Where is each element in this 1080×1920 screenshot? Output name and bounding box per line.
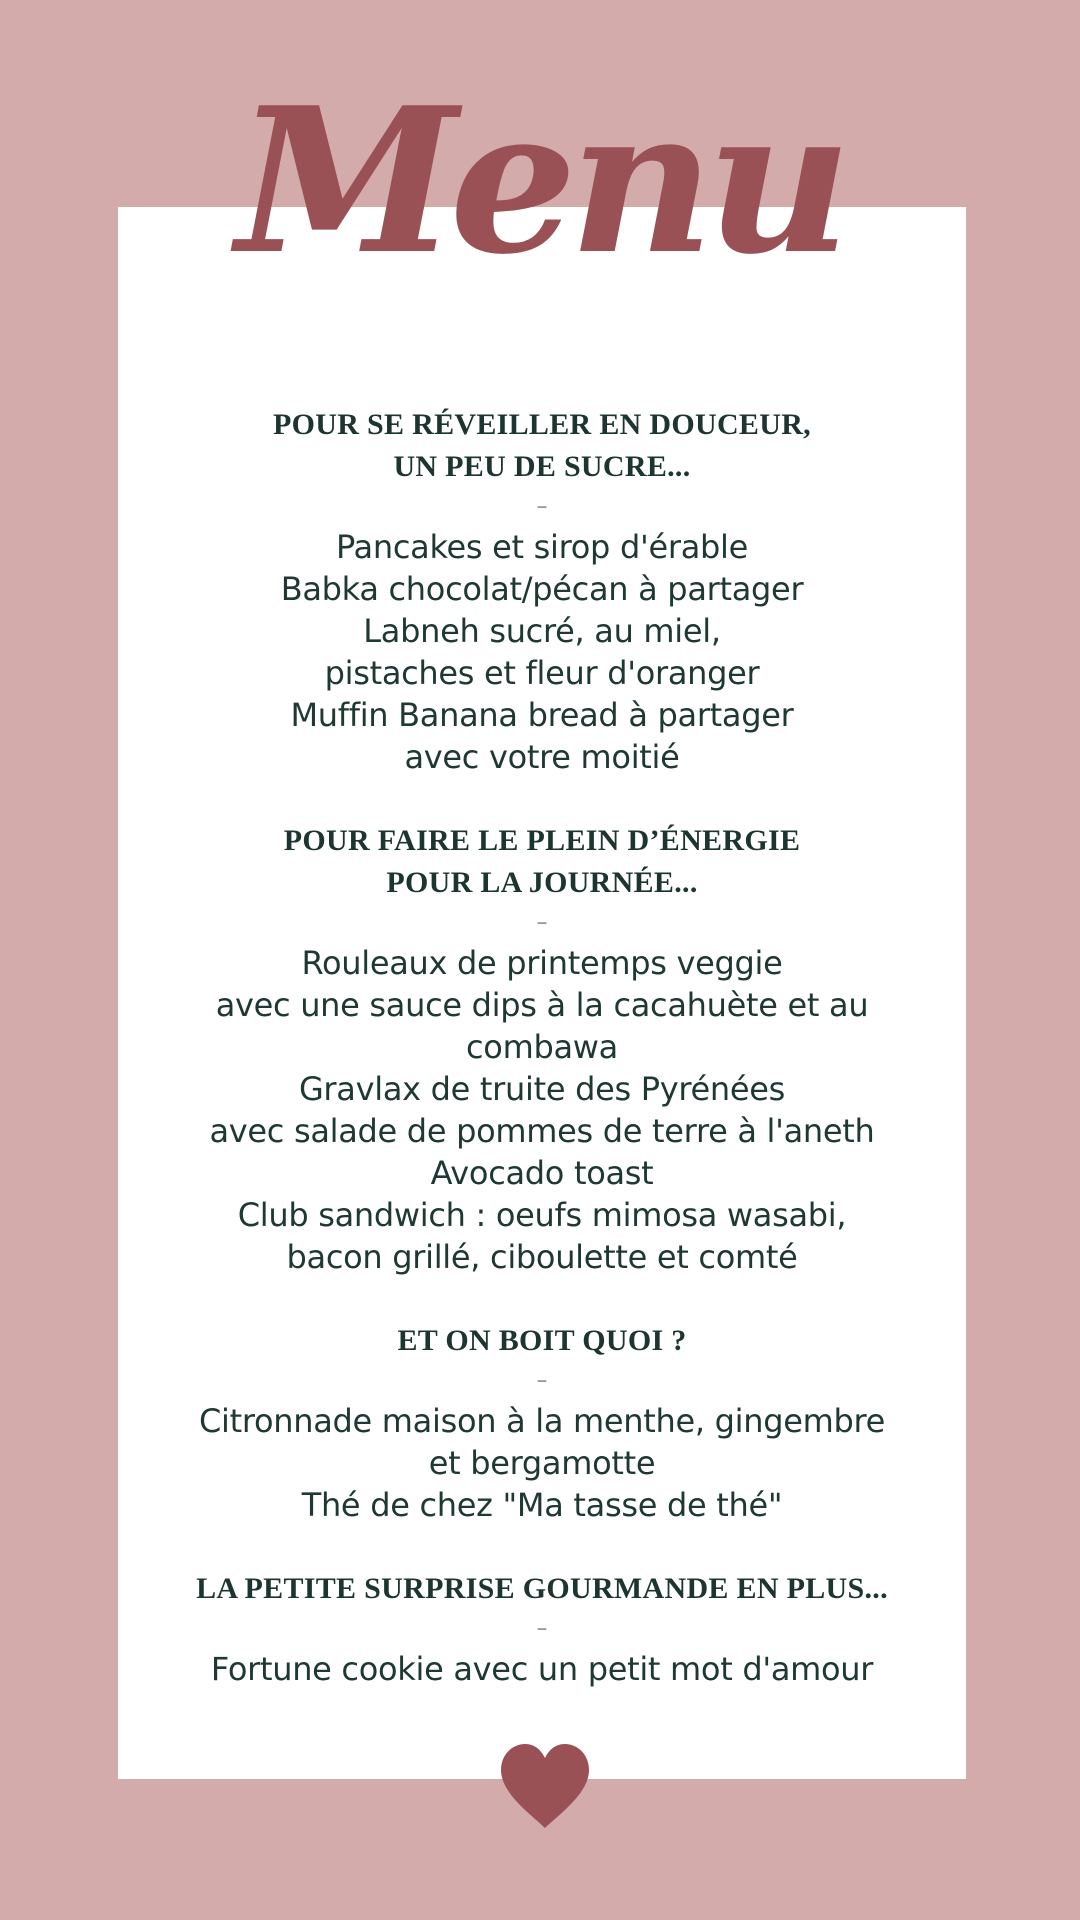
menu-item: Babka chocolat/pécan à partager — [280, 570, 804, 608]
section-surprise — [118, 1568, 966, 1690]
menu-item: Rouleaux de printemps veggie — [301, 944, 783, 982]
menu-item: Labneh sucré, au miel, — [363, 612, 721, 650]
menu-item: Avocado toast — [430, 1154, 654, 1192]
menu-item: Gravlax de truite des Pyrénées — [298, 1070, 786, 1108]
heading-line: POUR LA JOURNÉE... — [386, 866, 698, 899]
menu-item: Citronnade maison à la menthe, gingembre — [198, 1402, 886, 1440]
menu-title: Menu — [236, 64, 844, 299]
heading-line: POUR SE RÉVEILLER EN DOUCEUR, — [273, 408, 811, 441]
section-heading — [118, 1568, 966, 1610]
section-heading — [118, 1320, 966, 1362]
menu-item: Pancakes et sirop d'érable — [335, 528, 748, 566]
heart-icon — [497, 1742, 593, 1830]
menu-item: combawa — [466, 1028, 618, 1066]
heading-line: LA PETITE SURPRISE GOURMANDE EN PLUS... — [196, 1572, 888, 1605]
heading-line: ET ON BOIT QUOI ? — [397, 1324, 687, 1357]
section-heading — [118, 404, 966, 488]
heading-line: UN PEU DE SUCRE... — [393, 450, 691, 483]
section-energy — [118, 820, 966, 1278]
section-divider: – — [536, 1616, 548, 1641]
menu-item: et bergamotte — [428, 1444, 656, 1482]
menu-item: bacon grillé, ciboulette et comté — [286, 1238, 798, 1276]
section-heading — [118, 820, 966, 904]
menu-item: avec salade de pommes de terre à l'aneth — [209, 1112, 875, 1150]
menu-item: pistaches et fleur d'oranger — [324, 654, 760, 692]
menu-item: Muffin Banana bread à partager — [290, 696, 794, 734]
section-breakfast — [118, 404, 966, 778]
menu-content — [118, 404, 966, 1732]
menu-item: Thé de chez "Ma tasse de thé" — [301, 1486, 783, 1524]
section-divider: – — [536, 494, 548, 519]
menu-item: avec une sauce dips à la cacahuète et au — [215, 986, 869, 1024]
section-divider: – — [536, 1368, 548, 1393]
section-drinks — [118, 1320, 966, 1526]
menu-item: Club sandwich : oeufs mimosa wasabi, — [237, 1196, 847, 1234]
menu-item: Fortune cookie avec un petit mot d'amour — [210, 1650, 874, 1688]
menu-item: avec votre moitié — [404, 738, 680, 776]
heading-line: POUR FAIRE LE PLEIN D’ÉNERGIE — [283, 824, 801, 857]
section-divider: – — [536, 910, 548, 935]
